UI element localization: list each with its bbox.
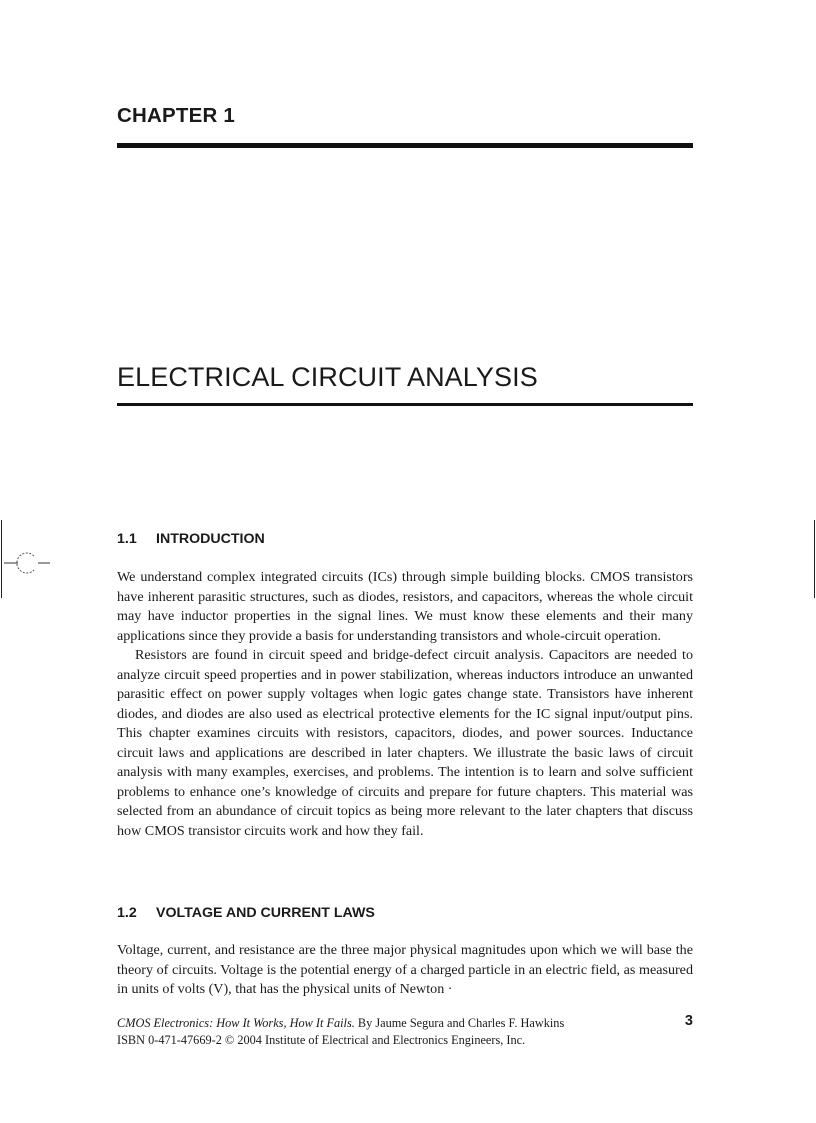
section-body-introduction <box>117 568 693 841</box>
registration-mark-icon <box>4 548 52 578</box>
chapter-label: CHAPTER 1 <box>117 104 235 127</box>
footer-citation <box>117 1016 693 1031</box>
section-body-voltage-current-laws <box>117 941 693 1000</box>
chapter-title: ELECTRICAL CIRCUIT ANALYSIS <box>117 362 538 392</box>
section-title: VOLTAGE AND CURRENT LAWS <box>156 905 375 921</box>
footer-book-title: CMOS Electronics: How It Works, How It Fails. <box>117 1016 355 1030</box>
paragraph: We understand complex integrated circuits (ICs) through simple building blocks. CMOS transistors have inherent parasitic structures, such as diodes, resistors, and capacitors, whereas the whole circuit may have inductor properties in the signal lines. We must know these elements and their many applications since they provide a basis for understanding transistors and whole-circuit operation. <box>117 569 693 644</box>
crop-mark-right <box>814 520 815 598</box>
section-number: 1.1 <box>117 531 137 547</box>
section-heading-voltage-current-laws <box>117 905 375 921</box>
crop-mark-left <box>1 520 2 598</box>
section-title: INTRODUCTION <box>156 531 265 547</box>
chapter-rule-thick <box>117 143 693 148</box>
chapter-title-rule <box>117 403 693 406</box>
paragraph: Resistors are found in circuit speed and bridge-defect circuit analysis. Capacitors are needed to analyze circuit speed properties and in power stabilization, whereas inductors introduce an unwanted parasitic effect on power supply voltages when logic gates change state. Transistors have inherent diodes, and diodes are also used as electrical protective elements for the IC signal input/output pins. This chapter examines circuits with resistors, capacitors, diodes, and power sources. Inductance circuit laws and applications are described in later chapters. We illustrate the basic laws of circuit analysis with many examples, exercises, and problems. The intention is to learn and solve sufficient problems to enhance one’s knowledge of circuits and prepare for future chapters. This material was selected from an abundance of circuit topics as being more relevant to the later chapters that discuss how CMOS transistor circuits work and how they fail. <box>117 647 693 839</box>
footer-isbn: ISBN 0-471-47669-2 © 2004 Institute of Electrical and Electronics Engineers, Inc. <box>117 1033 526 1047</box>
paragraph: Voltage, current, and resistance are the three major physical magnitudes upon which we will base the theory of circuits. Voltage is the potential energy of a charged particle in an electric field, as measured in units of volts (V), that has the physical units of Newton · <box>117 942 693 997</box>
footer-authors: By Jaume Segura and Charles F. Hawkins <box>354 1016 565 1030</box>
section-number: 1.2 <box>117 905 137 921</box>
page-number: 3 <box>684 1013 693 1029</box>
section-heading-introduction <box>117 531 265 547</box>
